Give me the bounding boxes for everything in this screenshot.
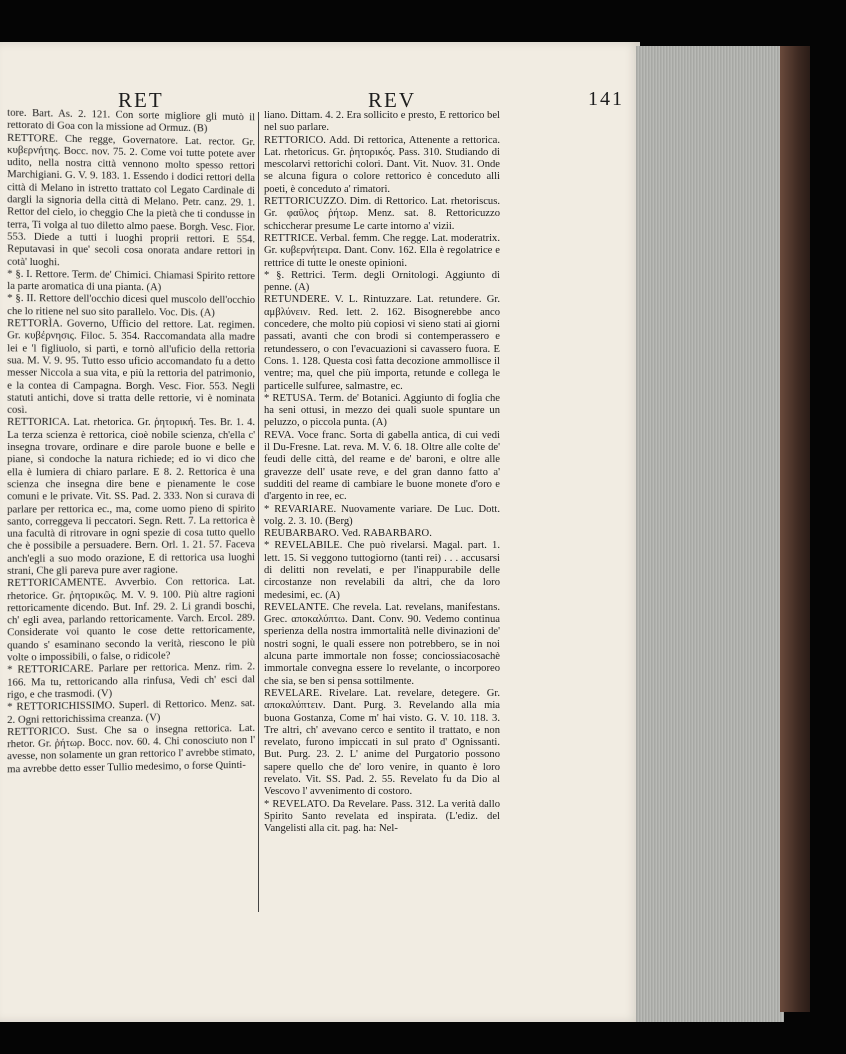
entry: * RETTORICHISSIMO. Superl. di Rettorico. Menz. sat. 2. Ogni rettorichissima creanza. (V) bbox=[7, 698, 256, 726]
entry: RETTORICAMENTE. Avverbio. Con rettorica. Lat. rhetorice. Gr. ῥητορικῶς. M. V. 9. 100. Più altre ragioni rettoricamente dicendo. But. Inf. 29. 2. Li grandi boschi, ch' egli avea, parlando rettoricamente. Varch. Ercol. 289. Considerate voi quanto le cose dette rettoricamente, quando s' esaminano secondo la verità, riescono le più volte o impossibili, o false, o ridicole? bbox=[7, 576, 256, 664]
running-head-left: RET bbox=[118, 88, 164, 112]
entry: REVELARE. Rivelare. Lat. revelare, detegere. Gr. αποκαλύπτειν. Dant. Purg. 3. Revelando alla mia buona Gostanza, Come m' hai visto. G. V. 10. 118. 3. Tre altri, ch' avevano cerco e sentito il trattato, e non revelato, furono impiccati in sul prato d' Ognissanti. But. Purg. 23. 2. L' anime del Purgatorio possono sapere quello che de' loro venire, in quanto è loro revelato. Vit. SS. Pad. 2. 55. Revelato fu da Dio al Vescovo l' avvenimento di costoro. bbox=[264, 687, 500, 798]
running-head-right: REV bbox=[368, 88, 416, 112]
entry: REUBARBARO. Ved. RABARBARO. bbox=[264, 528, 432, 540]
right-column bbox=[264, 110, 500, 836]
entry: REVA. Voce franc. Sorta di gabella antica, di cui vedi il Du-Fresne. Lat. reva. M. V. 6. 18. Oltre alle colte de' feudi delle città, del reame e de' baroni, e oltre alle gravezze dell' usate reve, e del gran danno fatto a' sudditi del reame di cambiare le buone monete d'oro e d'argento in ree, ec. bbox=[264, 429, 500, 503]
page-number: 141 bbox=[588, 88, 624, 110]
entry: RETTRICE. Verbal. femm. Che regge. Lat. moderatrix. Gr. κυβερνήτειρα. Dant. Conv. 162. Ella è regolatrice e rettrice di tutte le oneste opinioni. bbox=[264, 232, 500, 269]
entry: * §. I. Rettore. Term. de' Chimici. Chiamasi Spirito rettore la parte aromatica di una pianta. (A) bbox=[7, 268, 256, 294]
entry: * REVARIARE. Nuovamente variare. De Luc. Dott. volg. 2. 3. 10. (Berg) bbox=[264, 503, 500, 527]
entry: RETTORICO. Sust. Che sa o insegna rettorica. Lat. rhetor. Gr. ῥήτωρ. Bocc. nov. 60. 4. Chi conosciuto non l' avesse, non solamente un gran rettorico l' avrebbe stimato, ma avrebbe detto esser Tullio medesimo, o forse Quinti- bbox=[7, 722, 256, 776]
page-edges bbox=[636, 46, 784, 1022]
entry: RETTORICA. Lat. rhetorica. Gr. ῥητορική. Tes. Br. 1. 4. La terza scienza è rettorica, cioè nobile scienza, ch'ella c' insegna trovare, ordinare e dire parole buone e belle e piane, sì condoche la natura richiede; ed io vi dico che ella è lumiera di chiaro parlare. E 8. 2. Rettorica è una scienza che insegna dire bene e pienamente le cose comuni e le private. Vit. SS. Pad. 2. 333. Non si curava di parlare per rettorica ec., ma, come uomo pieno di spirito santo, correggeva li peccatori. Segn. Rett. 7. La rettorica è una facultà di ritrovare in ogni spezie di cosa tutto quello che è possibile a persuadere. Bern. Orl. 1. 21. 57. Faceva anch'egli a suo modo orazione, E di rettorica usa luoghi strani, Che gli pareva pure aver ragione. bbox=[7, 417, 256, 577]
entry: * §. Rettrici. Term. degli Ornitologi. Aggiunto di penne. (A) bbox=[264, 269, 500, 294]
entry: * REVELABILE. Che può rivelarsi. Magal. part. 1. lett. 15. Si veggono tuttogiorno (tanti rei) . . . accusarsi di delitti non revelati, e per l'inappurabile delle circostanze non revelabili da altri, che da loro medesimi, ec. (A) bbox=[264, 540, 500, 601]
entry: tore. Bart. As. 2. 121. Con sorte migliore gli mutò il rettorato di Goa con la missione ad Ormuz. (B) bbox=[7, 107, 256, 135]
entry: RETTORICUZZO. Dim. di Rettorico. Lat. rhetoriscus. Gr. φαῦλος ῥήτωρ. Menz. sat. 8. Rettoricuzzo schiccherar presume Le carte intorno a' vizii. bbox=[264, 196, 500, 232]
entry: * RETUSA. Term. de' Botanici. Aggiunto di foglia che ha seni ottusi, in mezzo dei quali suole spuntare un peluzzo, o piccola punta. (A) bbox=[264, 392, 500, 429]
entry: RETTORE. Che regge, Governatore. Lat. rector. Gr. κυβερνήτης. Bocc. nov. 75. 2. Come voi tutte potete aver udito, nella nostra città vennono molto spesso rettori Marchigiani. G. V. 9. 183. 1. Essendo i dodici rettori della città di Melano in istretto trattato col Legato Cardinale di dargli la signoria della città di Melano. Petr. canz. 29. 1. Rettor del cielo, io cheggio Che la pietà che ti condusse in terra, Ti volga al tuo diletto almo paese. Borgh. Vesc. Fior. 553. Diede a tutti i luoghi proprii rettori. E 554. Reputavasi in que' secoli cosa onorata andare rettori in cotà' luoghi. bbox=[7, 132, 256, 268]
entry: * RETTORICARE. Parlare per rettorica. Menz. rim. 2. 166. Ma tu, rettoricando alla rinfusa, Vedi ch' esci dal rigo, e che trasmodi. (V) bbox=[7, 661, 256, 701]
entry: liano. Dittam. 4. 2. Era sollicito e presto, E rettorico bel nel suo parlare. bbox=[264, 110, 500, 134]
entry: REVELANTE. Che revela. Lat. revelans, manifestans. Grec. αποκαλύπτω. Dant. Conv. 90. Vedemo continua sperienza della nostra immortalità nelle divinazioni de' nostri sogni, le quali essere non potrebbero, se in noi alcuna parte immortale non fosse; conciossiacosachè immortale convegna essere lo revelante, o incorporeo che sia, se ben si pensa sottilmente. bbox=[264, 601, 500, 687]
entry: RETTORÌA. Governo, Ufficio del rettore. Lat. regimen. Gr. κυβέρνησις. Filoc. 5. 354. Raccomandata alla madre lei e 'l figliuolo, si partì, e tornò all'uficio della rettoria sua. M. V. 9. 95. Tutto esso uficio accomandato fu a detto messer Niccola a sua vita, e più la rettoria del patrimonio, e la contea di Campagna. Borgh. Vesc. Fior. 553. Negli statuti antichi, dove si tratta delle rettorie, vi è nominata così. bbox=[7, 318, 256, 416]
entry: * §. II. Rettore dell'occhio dicesi quel muscolo dell'occhio che lo ritiene nel suo sito parallelo. Voc. Dis. (A) bbox=[7, 293, 256, 319]
column-divider bbox=[258, 112, 259, 912]
left-column bbox=[7, 108, 255, 777]
entry: RETTORICO. Add. Di rettorica, Attenente a rettorica. Lat. rhetoricus. Gr. ῥητορικός. Pass. 310. Studiando di mescolarvi rettorichi colori. Dant. Vit. Nuov. 31. Onde se alcuna figura o colore rettorico è conceduto alli poeti, è conceduto a' rimatori. bbox=[264, 134, 500, 195]
entry: RETUNDERE. V. L. Rintuzzare. Lat. retundere. Gr. αμβλύνειν. Red. lett. 2. 162. Bisognerebbe anco concedere, che molto più copiosi vi sieno stati ai giorni passati, avanti che con brodi si contemperassero e retundessero, o con l'evacuazioni si cavassero fuora. E Cons. 1. 128. Questa così fatta decozione ammollisce il ventre; ma, quel che più importa, retunde e collega le particelle sulfuree, salmastre, ec. bbox=[264, 294, 500, 392]
book-cover-edge bbox=[780, 46, 810, 1012]
entry: * REVELATO. Da Revelare. Pass. 312. La verità dallo Spirito Santo revelata ed inspirata. (L'ediz. del Vangelisti alla cit. pag. ha: Nel- bbox=[264, 798, 500, 835]
